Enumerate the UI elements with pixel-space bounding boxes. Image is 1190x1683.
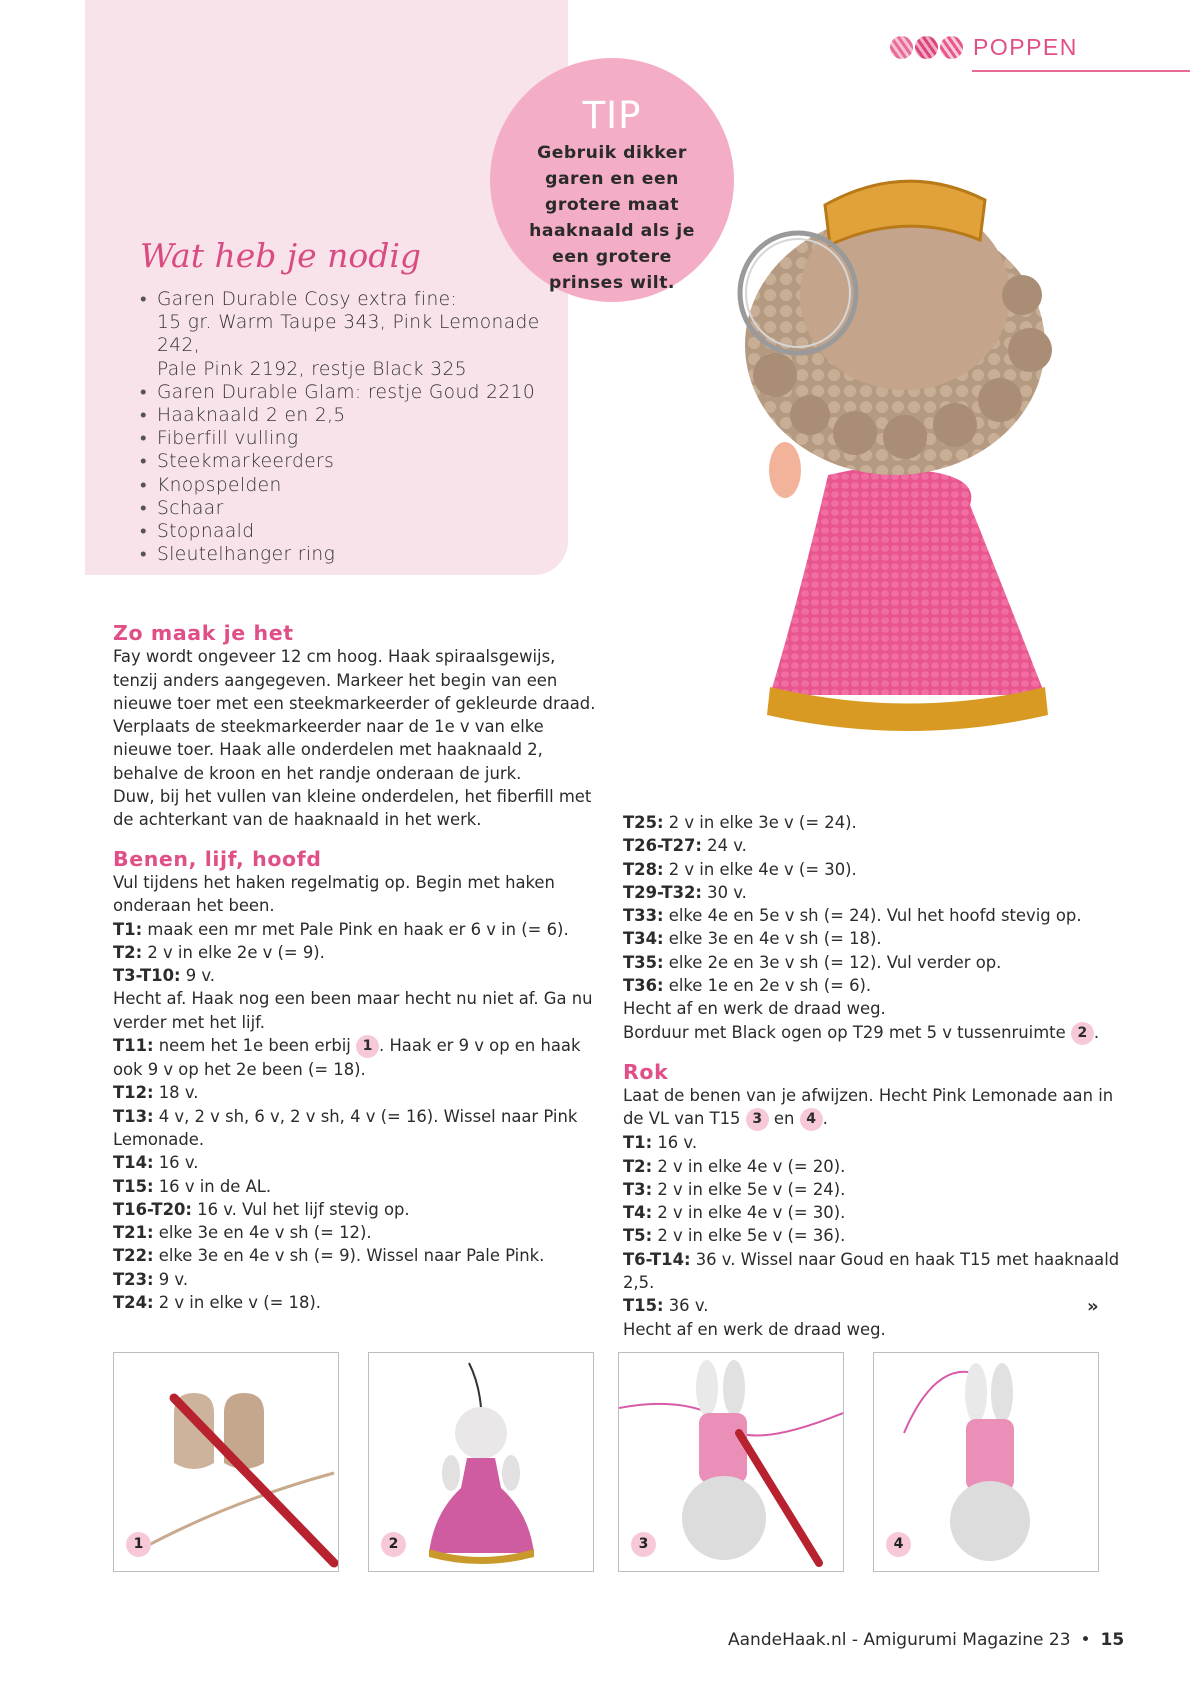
step-badge: 4	[800, 1108, 823, 1131]
list-item: • Fiberfill vulling	[140, 427, 587, 450]
row-instruction: T3: 2 v in elke 5e v (= 24).	[623, 1179, 846, 1199]
tip-title: TIP	[582, 94, 642, 137]
list-item: • Schaar	[140, 497, 587, 520]
row-instruction: T36: elke 1e en 2e v sh (= 6).	[623, 976, 872, 996]
row-instruction: T21: elke 3e en 4e v sh (= 12).	[113, 1223, 372, 1243]
row-instruction: T6-T14: 36 v. Wissel naar Goud en haak T15 met haaknaald 2,5.	[623, 1249, 1120, 1293]
paragraph: Duw, bij het vullen van kleine onderdelen, het fiberfill met de achterkant van de haaknaald in het werk.	[113, 787, 592, 830]
section-rule	[972, 70, 1190, 72]
step-photo-4	[873, 1352, 1099, 1572]
row-instruction: T12: 18 v.	[113, 1083, 199, 1103]
materials-title: Wat heb je nodig	[140, 236, 422, 275]
row-instruction: T15: 16 v in de AL.	[113, 1176, 272, 1196]
paragraph: Hecht af en werk de draad weg.	[623, 999, 886, 1019]
row-instruction: T1: 16 v.	[623, 1133, 698, 1153]
paragraph: Hecht af. Haak nog een been maar hecht nu niet af. Ga nu verder met het lijf.	[113, 989, 593, 1032]
page-number: 15	[1100, 1630, 1125, 1650]
row-instruction: T26-T27: 24 v.	[623, 836, 747, 856]
row-instruction: T14: 16 v.	[113, 1153, 199, 1173]
step-badge: 2	[1071, 1022, 1094, 1045]
section-tag	[890, 34, 1078, 61]
row-instruction: T29-T32: 30 v.	[623, 882, 747, 902]
section-heading: Rok	[623, 1059, 669, 1084]
step-photo-1	[113, 1352, 339, 1572]
row-instruction: T15: 36 v.	[623, 1296, 709, 1316]
step-photo-3	[618, 1352, 844, 1572]
row-instruction: T33: elke 4e en 5e v sh (= 24). Vul het hoofd stevig op.	[623, 906, 1082, 926]
step-badge: 1	[126, 1532, 151, 1557]
row-instruction: T11: neem het 1e been erbij 1 . Haak er 9 v op en haak ook 9 v op het 2e been (= 18).	[113, 1036, 581, 1080]
footer-site: AandeHaak.nl - Amigurumi Magazine 23	[728, 1630, 1071, 1650]
row-instruction: T25: 2 v in elke 3e v (= 24).	[623, 813, 857, 832]
row-instruction: T35: elke 2e en 3e v sh (= 12). Vul verder op.	[623, 952, 1002, 972]
row-instruction: T24: 2 v in elke v (= 18).	[113, 1293, 322, 1313]
paragraph: Hecht af en werk de draad weg.	[623, 1319, 886, 1339]
tip-bubble	[490, 58, 734, 302]
step-badge: 1	[356, 1035, 379, 1058]
list-item: • Sleutelhanger ring	[140, 543, 587, 566]
paragraph: Laat de benen van je afwijzen. Hecht Pink Lemonade aan in de VL van T15 3 en 4 .	[623, 1084, 1123, 1131]
section-heading: Zo maak je het	[113, 621, 294, 645]
paragraph: Borduur met Black ogen op T29 met 5 v tussenruimte 2 .	[623, 1021, 1123, 1045]
paragraph: Vul tijdens het haken regelmatig op. Begin met haken onderaan het been.	[113, 872, 555, 916]
yarn-ball-icon	[915, 36, 938, 59]
paragraph: Fay wordt ongeveer 12 cm hoog. Haak spiraalsgewijs, tenzij anders aangegeven. Markeer het begin van een nieuwe toer met een steekmarkeerder of gekleurde draad. Verplaats de steekmarkeerder naar de 1e v van elke nieuwe toer. Haak alle onderdelen met haaknaald 2, behalve de kroon en het randje onderaan de jurk.	[113, 647, 596, 783]
row-instruction: T2: 2 v in elke 4e v (= 20).	[623, 1156, 846, 1176]
tip-text: Gebruik dikker garen en een grotere maat haaknaald als je een grotere prinses wilt.	[529, 143, 695, 293]
yarn-ball-icon	[940, 36, 963, 59]
row-instruction: T1: maak een mr met Pale Pink en haak er 6 v in (= 6).	[113, 919, 569, 939]
row-instruction: T5: 2 v in elke 5e v (= 36).	[623, 1226, 846, 1246]
step-photo-2	[368, 1352, 594, 1572]
step-badge: 2	[381, 1532, 406, 1557]
yarn-ball-icon	[890, 36, 913, 59]
list-item: • Haaknaald 2 en 2,5	[140, 404, 587, 427]
step-badge: 3	[746, 1108, 769, 1131]
section-heading: Benen, lijf, hoofd	[113, 846, 322, 871]
step-badge: 4	[886, 1532, 911, 1557]
footer-separator: •	[1080, 1630, 1091, 1650]
continue-icon: »	[1087, 1296, 1099, 1317]
row-instruction: T13: 4 v, 2 v sh, 6 v, 2 v sh, 4 v (= 16). Wissel naar Pink Lemonade.	[113, 1106, 578, 1149]
row-instruction: T23: 9 v.	[113, 1269, 189, 1289]
instructions-left-column	[113, 622, 603, 1314]
row-instruction: T2: 2 v in elke 2e v (= 9).	[113, 942, 325, 962]
row-instruction: T16-T20: 16 v. Vul het lijf stevig op.	[113, 1199, 410, 1219]
row-instruction: T22: elke 3e en 4e v sh (= 9). Wissel naar Pale Pink.	[113, 1246, 545, 1266]
row-instruction: T34: elke 3e en 4e v sh (= 18).	[623, 929, 882, 949]
row-instruction: T28: 2 v in elke 4e v (= 30).	[623, 859, 857, 879]
step-badge: 3	[631, 1532, 656, 1557]
list-item: • Garen Durable Glam: restje Goud 2210	[140, 381, 587, 404]
list-item: • Garen Durable Cosy extra fine: 15 gr. Warm Taupe 343, Pink Lemonade 242, Pale Pink 2192, restje Black 325	[140, 288, 587, 381]
materials-list	[140, 288, 587, 566]
row-instruction: T3-T10: 9 v.	[113, 966, 216, 986]
row-instruction: T4: 2 v in elke 4e v (= 30).	[623, 1203, 846, 1223]
list-item: • Knopspelden	[140, 474, 587, 497]
page-footer	[728, 1630, 1124, 1650]
instructions-right-column	[623, 811, 1123, 1341]
list-item: • Stopnaald	[140, 520, 587, 543]
doll-photo	[730, 175, 1110, 775]
list-item: • Steekmarkeerders	[140, 450, 587, 473]
section-label: POPPEN	[973, 34, 1078, 60]
